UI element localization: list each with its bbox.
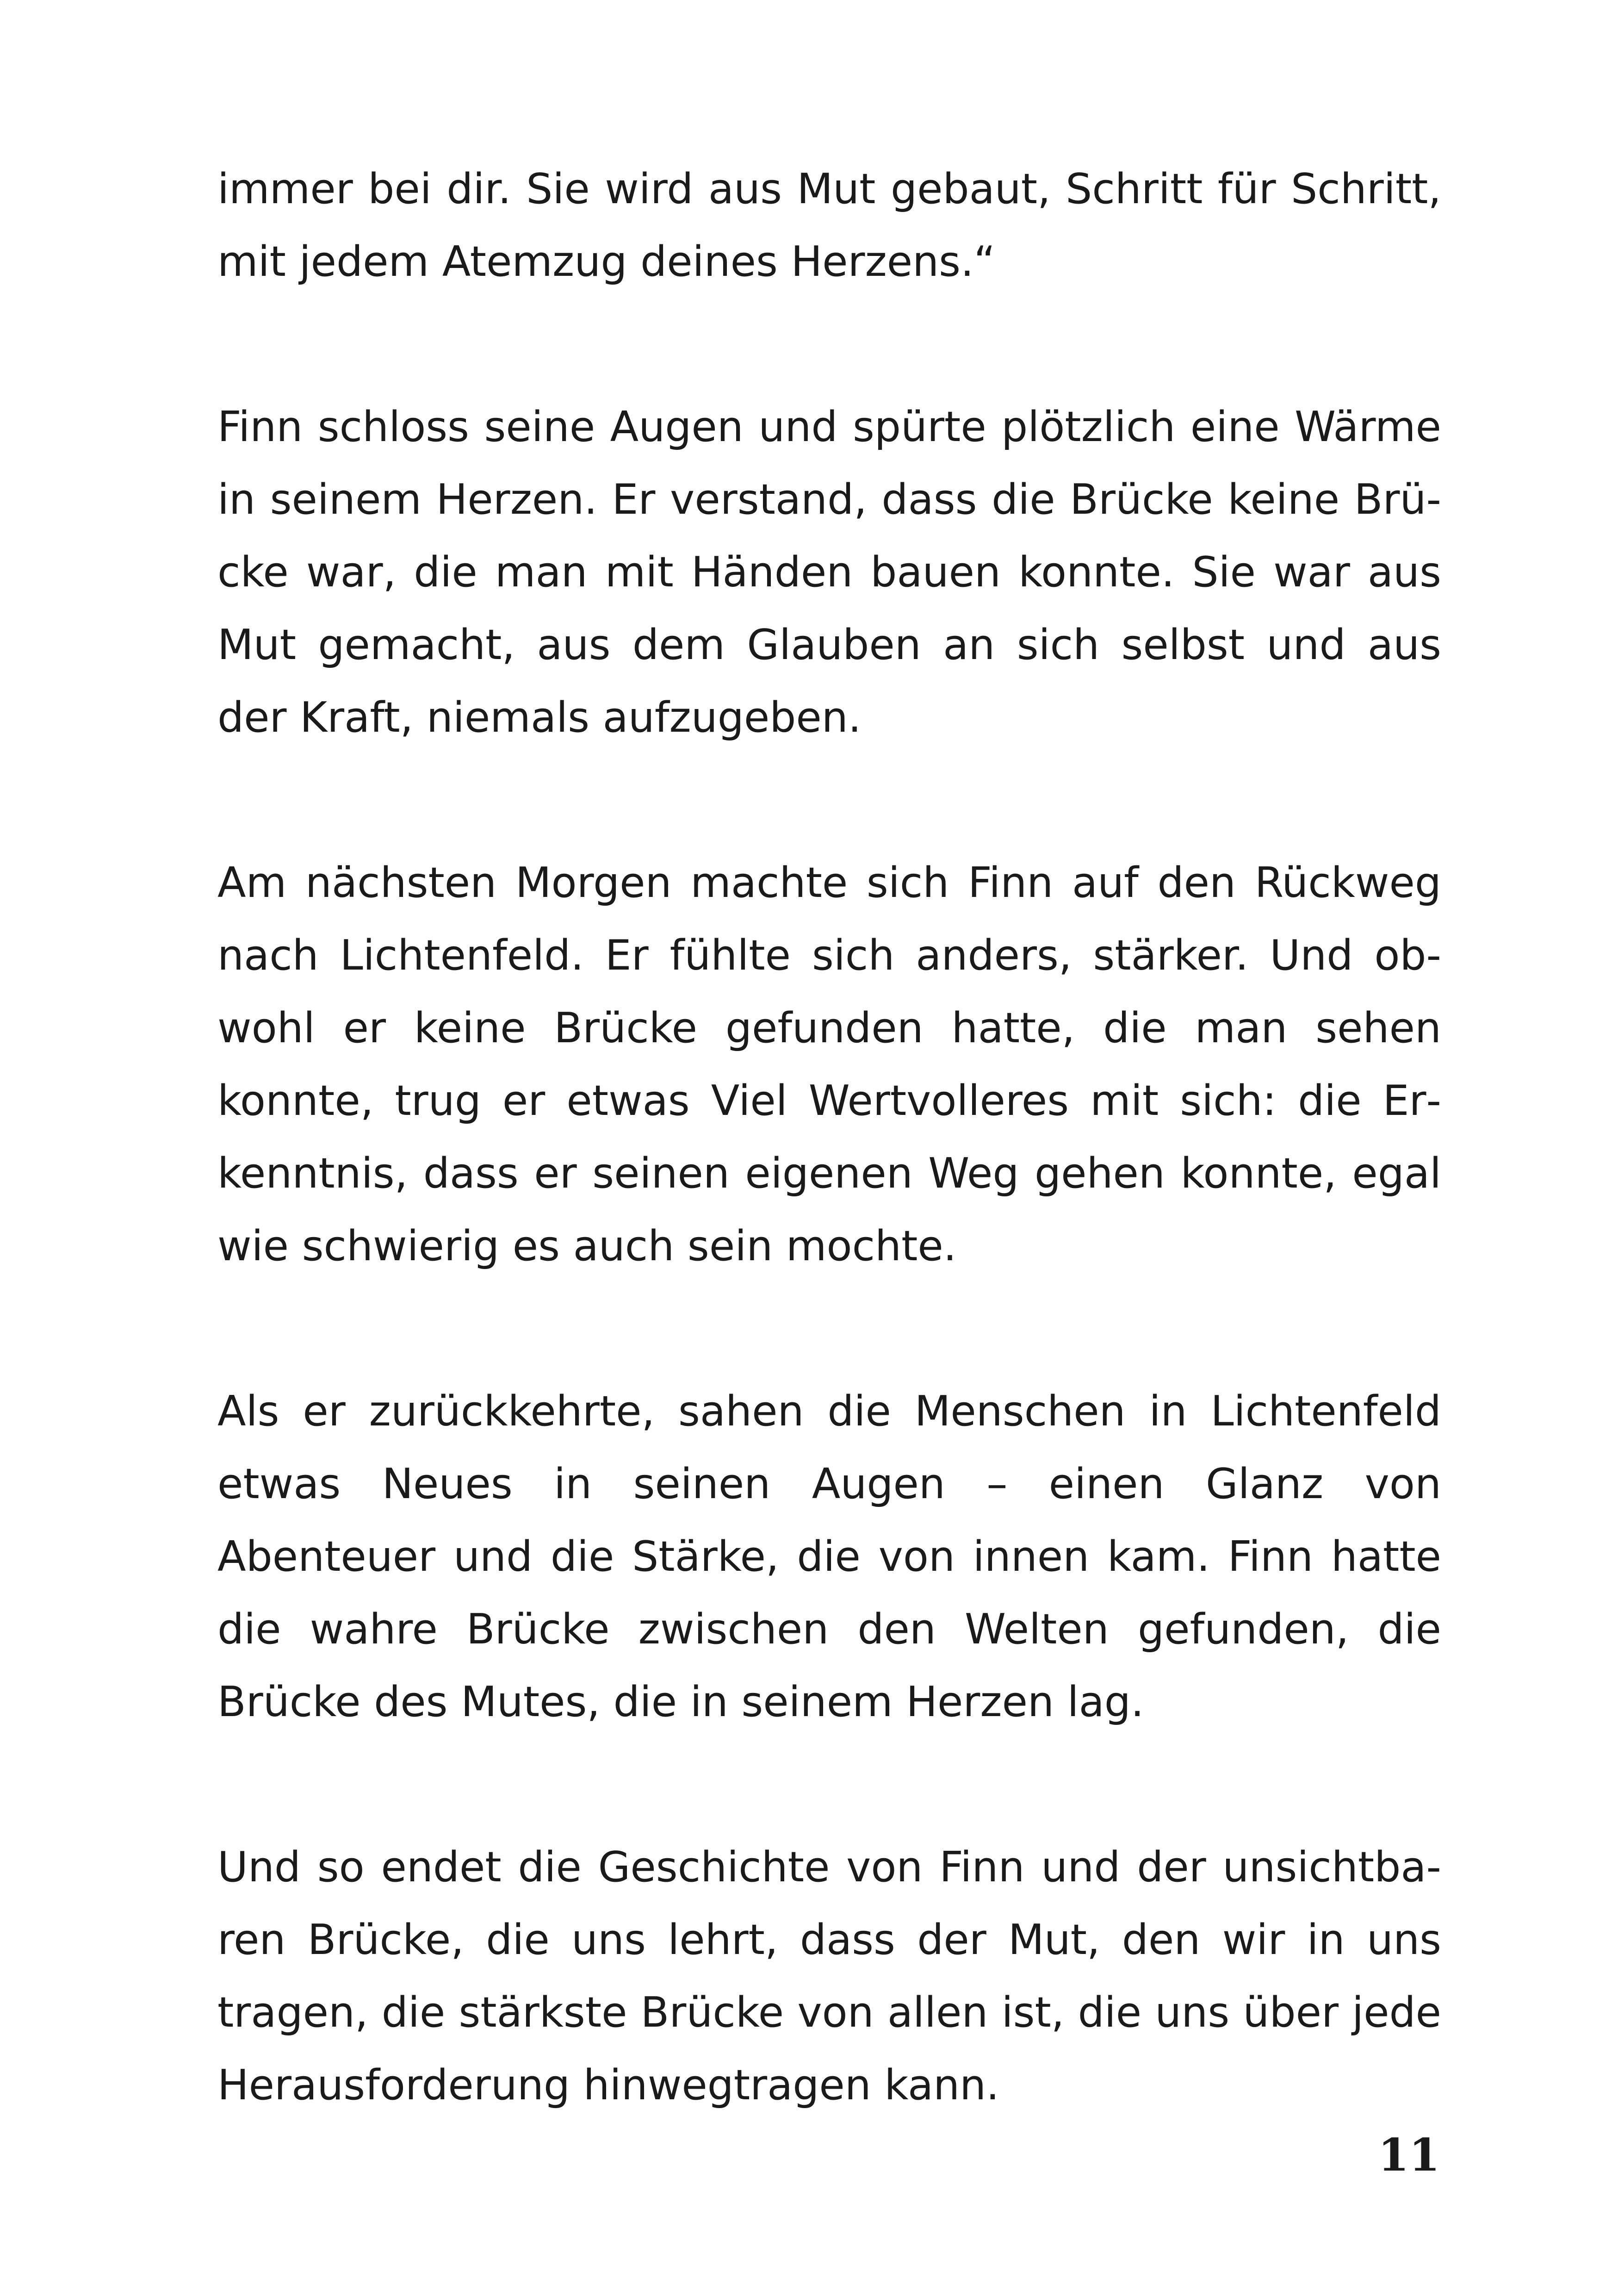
page-number: 11 [1378, 2129, 1440, 2181]
story-text [217, 153, 1441, 2214]
paragraph-4: Als er zurückkehrte, sahen die Menschen in Lichtenfeld etwas Neues in seinen Augen – einen Glanz von Abenteuer und die Stärke, die von innen kam. Finn hatte die wahre Brücke zwischen den Welten gefunden, die Brücke des Mutes, die in seinem Herzen lag. [217, 1387, 1441, 1726]
paragraph-3: Am nächsten Morgen machte sich Finn auf den Rückweg nach Lichtenfeld. Er fühlte sich anders, stärker. Und obwohl er keine Brücke gefunden hatte, die man sehen konnte, trug er etwas Viel Wertvolleres mit sich: die Erkenntnis, dass er seinen eigenen Weg gehen konnte, egal wie schwierig es auch sein mochte. [217, 859, 1441, 1270]
paragraph-5: Und so endet die Geschichte von Finn und der unsichtbaren Brücke, die uns lehrt, dass der Mut, den wir in uns tragen, die stärkste Brücke von allen ist, die uns über jede Herausforderung hinwegtragen kann. [217, 1843, 1441, 2109]
paragraph-1: immer bei dir. Sie wird aus Mut gebaut, Schritt für Schritt, mit jedem Atemzug deines Herzens.“ [217, 165, 1441, 286]
paragraph-2: Finn schloss seine Augen und spürte plötzlich eine Wärme in seinem Herzen. Er verstand, dass die Brücke keine Brücke war, die man mit Händen bauen konnte. Sie war aus Mut gemacht, aus dem Glauben an sich selbst und aus der Kraft, niemals aufzugeben. [217, 403, 1441, 742]
